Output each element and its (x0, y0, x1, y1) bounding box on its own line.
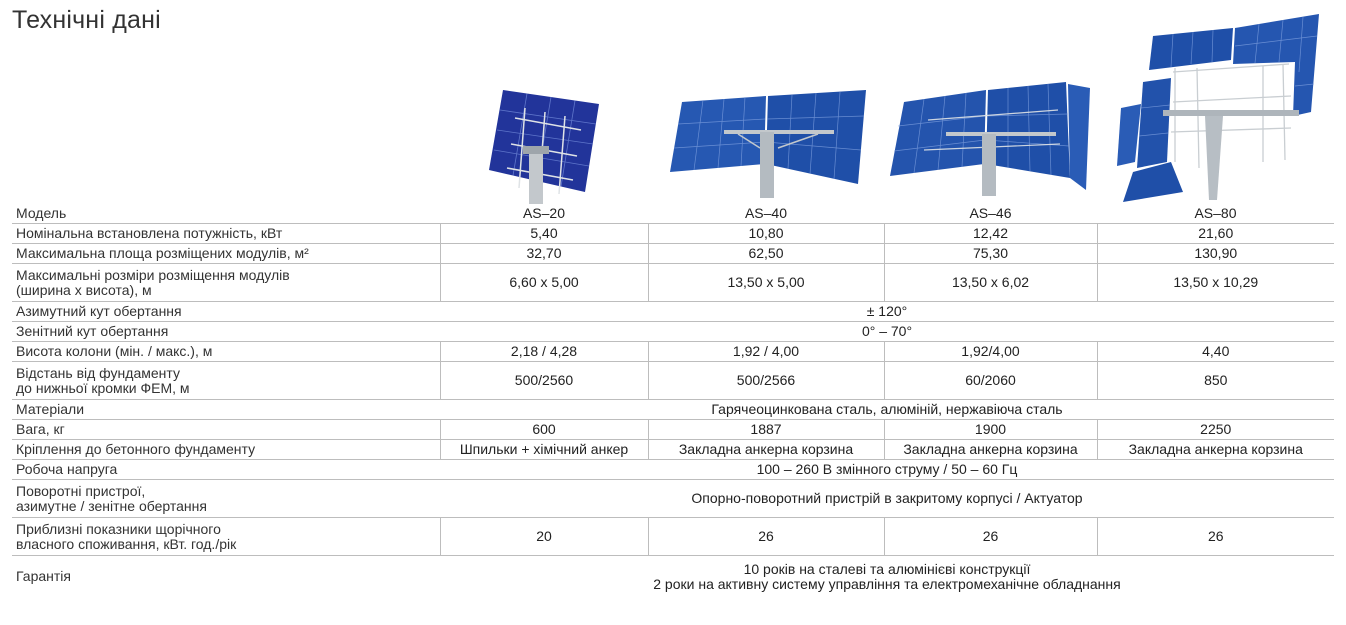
row-label-line: (ширина х висота), м (16, 281, 152, 298)
row-label-line: Відстань від фундаменту (16, 364, 180, 381)
spanning-value: ± 120° (440, 302, 1334, 322)
table-row (12, 302, 1334, 322)
cell-value: 5,40 (440, 224, 648, 244)
cell-value: 26 (1097, 518, 1334, 556)
row-label-line: Поворотні пристрої, (16, 482, 146, 499)
row-label: Зенітний кут обертання (12, 322, 440, 342)
table-row (12, 362, 1334, 400)
cell-value: 1,92 / 4,00 (648, 342, 884, 362)
row-label (12, 518, 440, 556)
row-label-line: Максимальні розміри розміщення модулів (16, 266, 290, 283)
table-row (12, 244, 1334, 264)
table-row (12, 556, 1334, 598)
table-row (12, 440, 1334, 460)
cell-value: 4,40 (1097, 342, 1334, 362)
spanning-value: Гарячеоцинкована сталь, алюміній, нержавіюча сталь (440, 400, 1334, 420)
row-label: Максимальна площа розміщених модулів, м² (12, 244, 440, 264)
as-46-tracker-image (888, 80, 1093, 198)
table-row (12, 322, 1334, 342)
spanning-value: 100 – 260 В змінного струму / 50 – 60 Гц (440, 460, 1334, 480)
as-80-tracker-image (1113, 12, 1323, 202)
cell-value: 13,50 х 10,29 (1097, 264, 1334, 302)
warranty-line: 10 років на сталеві та алюмінієві конструкції (743, 560, 1031, 577)
product-images (0, 0, 1346, 210)
cell-value: 2250 (1097, 420, 1334, 440)
cell-value: 20 (440, 518, 648, 556)
row-label: Висота колони (мін. / макс.), м (12, 342, 440, 362)
table-row (12, 420, 1334, 440)
row-label: Робоча напруга (12, 460, 440, 480)
cell-value: 26 (648, 518, 884, 556)
technical-data-table (12, 204, 1334, 598)
cell-value: 13,50 х 6,02 (884, 264, 1097, 302)
row-label: Вага, кг (12, 420, 440, 440)
page-title: Технічні дані (12, 6, 161, 34)
cell-value: 10,80 (648, 224, 884, 244)
spanning-value: 0° – 70° (440, 322, 1334, 342)
cell-value: Шпильки + хімічний анкер (440, 440, 648, 460)
cell-value: 13,50 х 5,00 (648, 264, 884, 302)
cell-value: 21,60 (1097, 224, 1334, 244)
row-label-line: азимутне / зенітне обертання (16, 497, 207, 514)
row-label (12, 362, 440, 400)
table-row (12, 400, 1334, 420)
model-name: AS–46 (884, 204, 1097, 224)
cell-value: 75,30 (884, 244, 1097, 264)
table-row (12, 264, 1334, 302)
row-label: Матеріали (12, 400, 440, 420)
row-label-line: до нижньої кромки ФЕМ, м (16, 379, 190, 396)
row-label: Азимутний кут обертання (12, 302, 440, 322)
cell-value: 1900 (884, 420, 1097, 440)
spanning-value: Опорно-поворотний пристрій в закритому корпусі / Актуатор (440, 480, 1334, 518)
warranty-line: 2 роки на активну систему управління та електромеханічне обладнання (653, 575, 1121, 592)
table-header-row (12, 204, 1334, 224)
table-row (12, 224, 1334, 244)
model-name: AS–40 (648, 204, 884, 224)
as-20-tracker-image (485, 88, 605, 206)
cell-value: 12,42 (884, 224, 1097, 244)
row-label (12, 480, 440, 518)
row-label (12, 264, 440, 302)
cell-value: Закладна анкерна корзина (648, 440, 884, 460)
spanning-value (440, 556, 1334, 598)
cell-value: 2,18 / 4,28 (440, 342, 648, 362)
cell-value: Закладна анкерна корзина (884, 440, 1097, 460)
cell-value: 32,70 (440, 244, 648, 264)
model-name: AS–20 (440, 204, 648, 224)
row-label-line: власного споживання, кВт. год./рік (16, 535, 237, 552)
row-label-line: Приблизні показники щорічного (16, 520, 221, 537)
row-label: Гарантія (16, 568, 71, 585)
cell-value: 500/2566 (648, 362, 884, 400)
model-name: AS–80 (1097, 204, 1334, 224)
cell-value: 62,50 (648, 244, 884, 264)
as-40-tracker-image (668, 88, 870, 200)
cell-value: 60/2060 (884, 362, 1097, 400)
cell-value: 1887 (648, 420, 884, 440)
cell-value: 850 (1097, 362, 1334, 400)
row-label: Кріплення до бетонного фундаменту (12, 440, 440, 460)
row-label: Номінальна встановлена потужність, кВт (12, 224, 440, 244)
cell-value: Закладна анкерна корзина (1097, 440, 1334, 460)
cell-value: 26 (884, 518, 1097, 556)
model-label: Модель (12, 204, 440, 224)
cell-value: 600 (440, 420, 648, 440)
cell-value: 1,92/4,00 (884, 342, 1097, 362)
table-row (12, 518, 1334, 556)
table-row (12, 342, 1334, 362)
cell-value: 6,60 х 5,00 (440, 264, 648, 302)
table-row (12, 460, 1334, 480)
cell-value: 500/2560 (440, 362, 648, 400)
table-row (12, 480, 1334, 518)
cell-value: 130,90 (1097, 244, 1334, 264)
